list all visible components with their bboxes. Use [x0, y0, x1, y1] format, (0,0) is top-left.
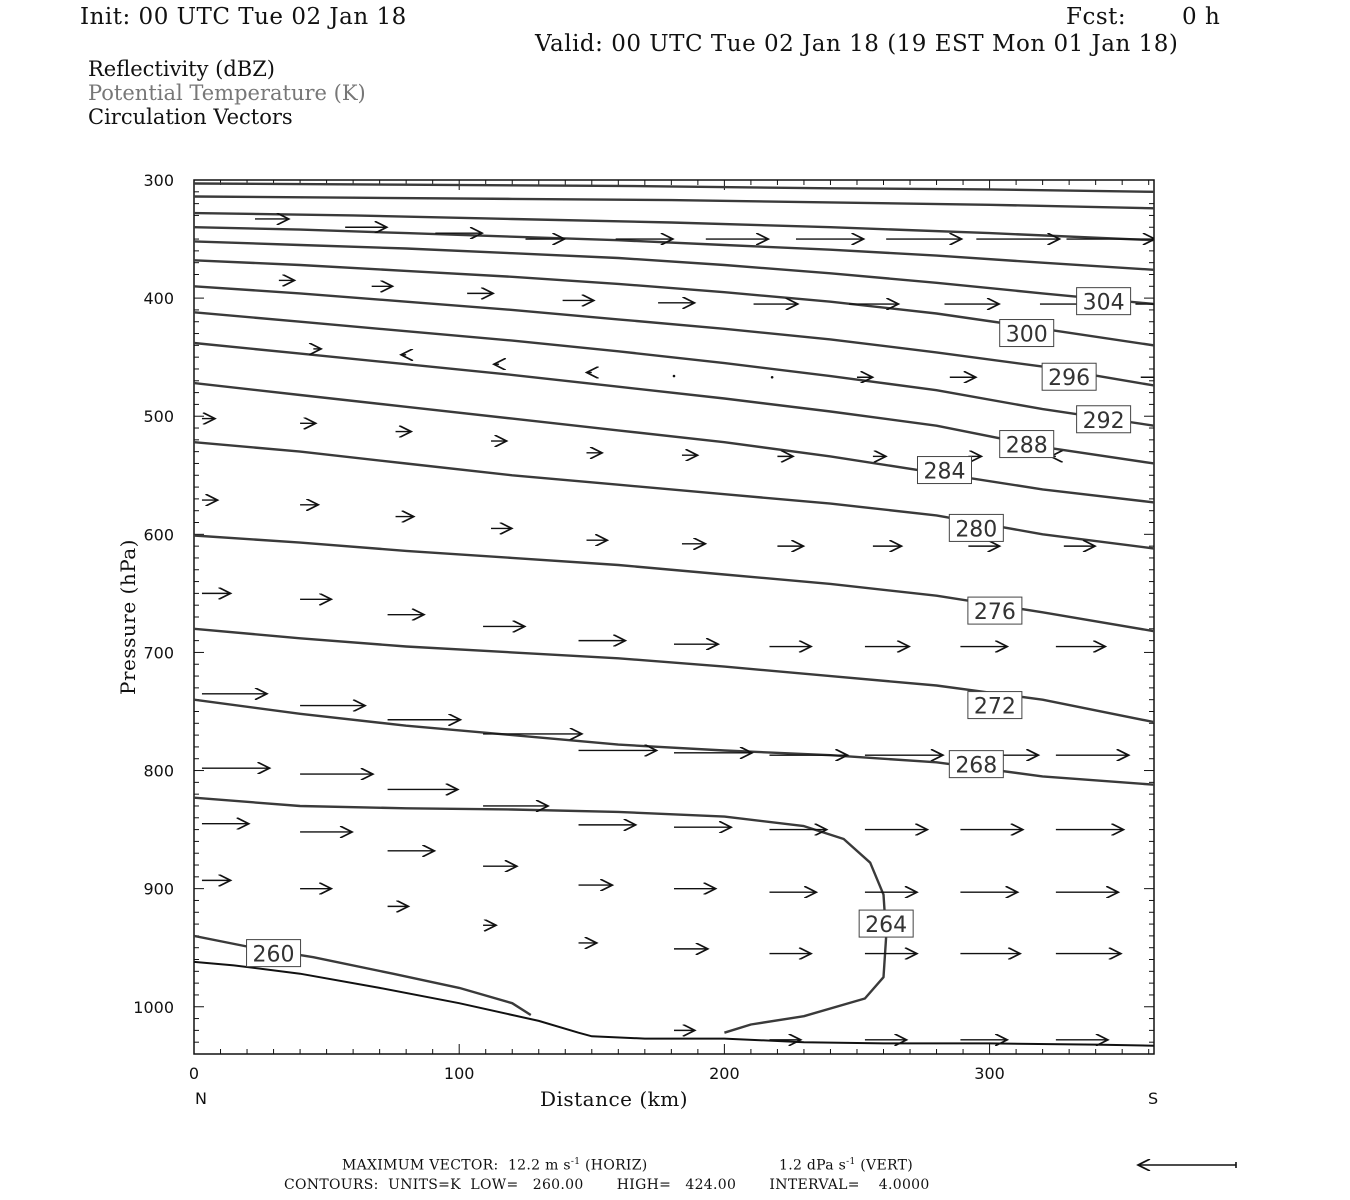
x-axis-title: Distance (km) — [539, 1087, 689, 1111]
max-vector-vert-value: 1.2 dPa s — [779, 1157, 847, 1174]
forecast-hour: 0 h — [1182, 4, 1221, 30]
y-tick-label: 800 — [143, 761, 174, 781]
axis-end-label-south: S — [1148, 1089, 1159, 1108]
theta-label-284 — [917, 457, 971, 485]
theta-label-300 — [1000, 320, 1054, 348]
legend-reflectivity: Reflectivity (dBZ) — [88, 57, 276, 81]
theta-contour-320 — [194, 184, 1154, 192]
y-tick-label: 600 — [143, 525, 174, 545]
theta-label-text: 264 — [865, 913, 908, 939]
theta-contour-labels — [247, 288, 1131, 968]
theta-contour-264 — [194, 798, 886, 1033]
y-tick-label: 700 — [143, 643, 174, 663]
y-tick-label: 300 — [143, 171, 174, 190]
max-vector-horiz-exponent: -1 — [570, 1157, 581, 1167]
max-vector-vert-tail: (VERT) — [855, 1157, 913, 1174]
theta-label-264 — [859, 910, 913, 938]
init-time: Init: 00 UTC Tue 02 Jan 18 — [80, 4, 407, 30]
theta-contour-316 — [194, 197, 1154, 209]
max-vector-vert-note — [779, 1157, 913, 1174]
theta-contour-260 — [194, 936, 531, 1015]
theta-label-292 — [1077, 406, 1131, 434]
x-tick-label: 300 — [974, 1064, 1005, 1083]
theta-label-272 — [968, 692, 1022, 720]
valid-time: Valid: 00 UTC Tue 02 Jan 18 (19 EST Mon 01 Jan 18) — [535, 31, 1179, 57]
y-tick-label: 400 — [143, 289, 174, 309]
x-tick-label: 200 — [709, 1064, 740, 1083]
x-tick-label: 100 — [443, 1064, 475, 1083]
legend-vectors: Circulation Vectors — [88, 105, 293, 129]
y-tick-label: 500 — [143, 407, 174, 427]
theta-contour-312 — [194, 213, 1154, 240]
contour-info: CONTOURS: UNITS=K LOW= 260.00 HIGH= 424.00 INTERVAL= 4.0000 — [284, 1177, 930, 1193]
theta-label-text: 288 — [1005, 433, 1048, 459]
theta-label-268 — [949, 751, 1003, 779]
theta-label-276 — [968, 597, 1022, 625]
terrain-line — [194, 962, 1154, 1046]
theta-label-text: 260 — [252, 942, 295, 968]
theta-label-text: 272 — [973, 694, 1016, 720]
x-tick-label: 0 — [188, 1064, 200, 1083]
axis-end-label-north: N — [195, 1089, 207, 1108]
theta-label-288 — [1000, 431, 1054, 459]
theta-label-text: 268 — [955, 753, 998, 779]
max-vector-horiz-value: MAXIMUM VECTOR: 12.2 m s — [342, 1157, 571, 1174]
theta-label-text: 292 — [1082, 408, 1125, 434]
max-vector-vert-exponent: -1 — [846, 1157, 856, 1167]
theta-label-296 — [1042, 363, 1096, 391]
theta-label-260 — [247, 940, 301, 968]
theta-label-text: 276 — [973, 600, 1016, 626]
theta-label-text: 284 — [923, 459, 966, 485]
theta-label-text: 280 — [955, 517, 998, 543]
theta-label-text: 304 — [1082, 290, 1125, 316]
theta-label-text: 300 — [1005, 322, 1048, 348]
circulation-vector — [771, 376, 774, 379]
theta-contour-304 — [194, 241, 1154, 304]
theta-label-304 — [1077, 288, 1131, 316]
theta-label-280 — [949, 514, 1003, 542]
max-vector-note — [342, 1157, 648, 1174]
legend-theta: Potential Temperature (K) — [88, 81, 366, 105]
y-tick-label: 900 — [143, 879, 174, 899]
y-axis-title: Pressure (hPa) — [116, 539, 140, 695]
forecast-label: Fcst: — [1066, 4, 1127, 30]
circulation-vector — [673, 375, 676, 378]
max-vector-horiz-tail: (HORIZ) — [580, 1157, 648, 1174]
y-tick-label: 1000 — [133, 997, 174, 1017]
theta-label-text: 296 — [1048, 366, 1091, 392]
